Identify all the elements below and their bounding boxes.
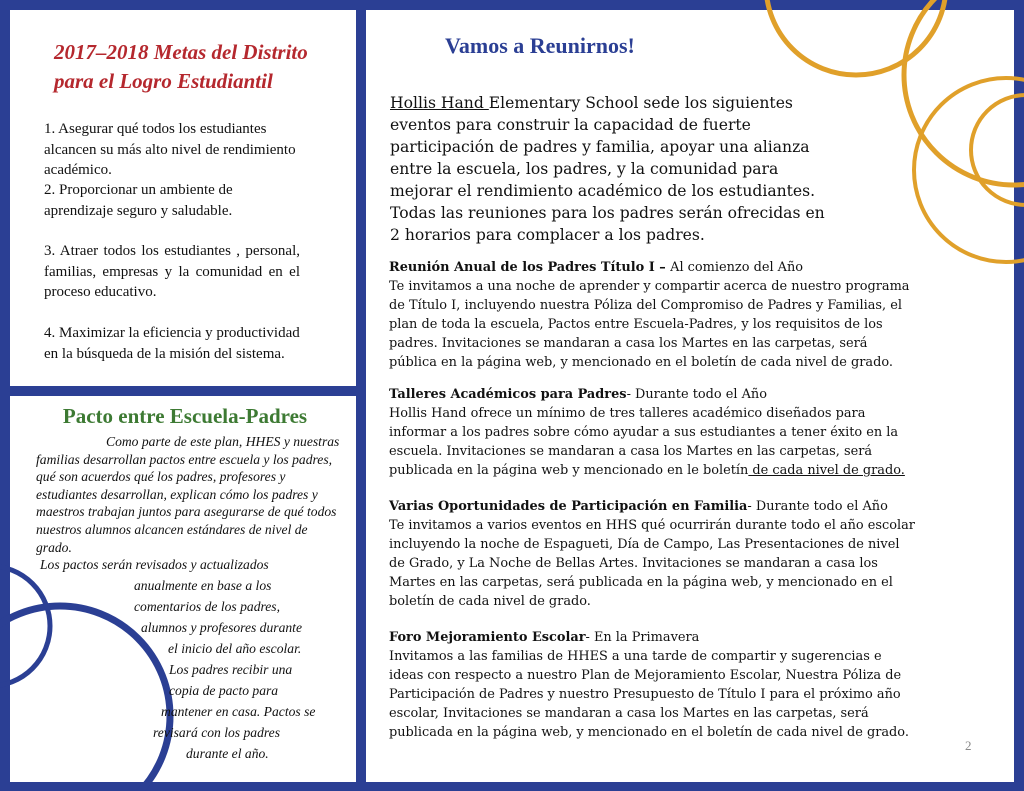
event-4-body: Invitamos a las familias de HHES a una tarde de compartir y sugerencias e ideas con respecto a nuestro Plan de Mejoramiento Escolar, Nuestra Póliza de Participación de Padres y nuestro Presupuesto de Título I para el próximo año escolar, Invitaciones se mandaran a casa los Martes en las carpetas, será publicada en la página web, y mencionado en el boletín de cada nivel de grado. bbox=[389, 649, 909, 740]
event-annual-meeting bbox=[389, 258, 919, 372]
pact-line-6: Los padres recibir una bbox=[169, 662, 293, 677]
goal-item-3: 3. Atraer todos los estudiantes , personal, familias, empresas y la comunidad en el proceso educativo. bbox=[44, 243, 300, 300]
event-3-heading: Varias Oportunidades de Participación en Familia bbox=[389, 499, 748, 514]
event-3-when: - Durante todo el Año bbox=[747, 499, 888, 514]
pact-line-9: revisará con los padres bbox=[153, 725, 280, 740]
goals-title-line2: para el Logro Estudiantil bbox=[54, 69, 273, 93]
event-academic-workshops bbox=[389, 385, 919, 480]
page-number: 2 bbox=[965, 738, 972, 753]
event-1-heading: Reunión Anual de los Padres Título I – bbox=[389, 260, 671, 275]
goals-title bbox=[54, 38, 354, 96]
event-1-when: Al comienzo del Año bbox=[670, 260, 804, 275]
meetings-title: Vamos a Reunirnos! bbox=[445, 33, 635, 58]
event-4-when: - En la Primavera bbox=[585, 630, 700, 645]
pact-title: Pacto entre Escuela-Padres bbox=[62, 404, 308, 428]
meetings-intro bbox=[390, 92, 830, 246]
goal-item-2: 2. Proporcionar un ambiente de aprendizaje seguro y saludable. bbox=[44, 182, 233, 219]
event-1-body: Te invitamos a una noche de aprender y compartir acerca de nuestro programa de Título I, incluyendo nuestra Póliza del Compromiso de Padres y Familias, el plan de toda la escuela, Pactos entre Escuela-Padres, y los requisitos de los padres. Invitaciones se mandaran a casa los Martes en las carpetas, será pública en la página web, y mencionado en el boletín de cada nivel de grado. bbox=[389, 279, 910, 370]
pact-line-8: mantener en casa. Pactos se bbox=[161, 704, 316, 719]
goal-item-4: 4. Maximizar la eficiencia y productividad en la búsqueda de la misión del sistema. bbox=[44, 325, 300, 362]
goals-title-line1: 2017–2018 Metas del Distrito bbox=[54, 40, 308, 64]
pact-line-4: alumnos y profesores durante bbox=[141, 620, 302, 635]
gold-ring-2 bbox=[904, 0, 1024, 185]
pact-line-1: Los pactos serán revisados y actualizados bbox=[40, 557, 269, 572]
event-improvement-forum bbox=[389, 628, 919, 742]
goal-item-1: 1. Asegurar qué todos los estudiantes alcancen su más alto nivel de rendimiento académico. bbox=[44, 121, 296, 178]
school-name: Hollis Hand bbox=[390, 94, 489, 112]
event-family-opportunities bbox=[389, 497, 919, 611]
pact-line-7: copia de pacto para bbox=[169, 683, 279, 698]
pact-line-2: anualmente en base a los bbox=[134, 578, 272, 593]
intro-text: Elementary School sede los siguientes eventos para construir la capacidad de fuerte participación de padres y familia, apoyar una alianza entre la escuela, los padres, y la comunidad para mejorar el rendimiento académico de los estudiantes. Todas las reuniones para los padres serán ofrecidas en 2 horarios para complacer a los padres. bbox=[390, 94, 825, 244]
event-2-body: Hollis Hand ofrece un mínimo de tres talleres académico diseñados para informar a los padres sobre cómo ayudar a sus estudiantes a tener éxito en la escuela. Invitaciones se mandaran a casa los Martes en las carpetas, será publicada en la página web y mencionado en le boletín bbox=[389, 406, 899, 478]
pact-paragraph: Como parte de este plan, HHES y nuestras familias desarrollan pactos entre escuela y los padres, qué son acuerdos qué los padres, profesores y estudiantes desarrollan, explican cómo los padres y maestros trabajan juntos para asegurarse de qué todos nuestros alumnos alcancen estándares de nivel de grado. bbox=[36, 434, 340, 555]
event-2-body-underlined: de cada nivel de grado. bbox=[748, 463, 905, 478]
gold-ring-1 bbox=[766, 0, 946, 75]
pact-line-5: el inicio del año escolar. bbox=[168, 641, 302, 656]
event-3-body: Te invitamos a varios eventos en HHS qué ocurrirán durante todo el año escolar incluyendo la noche de Espagueti, Día de Campo, Las Presentaciones de nivel de Grado, y La Noche de Bellas Artes. Invitaciones se mandaran a casa los Martes en las carpetas, será publicada en la página web, y mencionado en el boletín de cada nivel de grado. bbox=[389, 518, 915, 609]
event-2-when: - Durante todo el Año bbox=[626, 387, 767, 402]
event-4-heading: Foro Mejoramiento Escolar bbox=[389, 630, 586, 645]
pact-line-10: durante el año. bbox=[186, 746, 269, 761]
pact-line-3: comentarios de los padres, bbox=[134, 599, 280, 614]
gold-ring-3 bbox=[914, 78, 1024, 262]
event-2-heading: Talleres Académicos para Padres bbox=[389, 387, 627, 402]
